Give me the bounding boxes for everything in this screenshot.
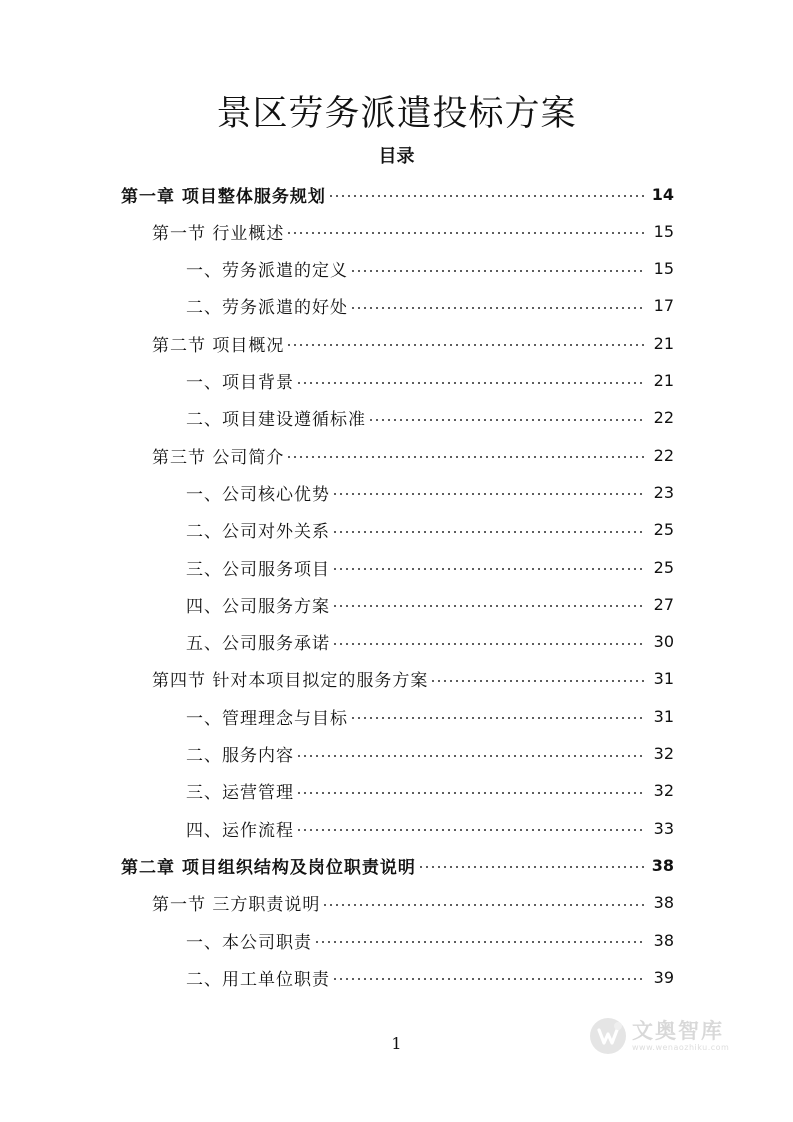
toc-entry-page: 38 [653, 930, 674, 950]
toc-entry-label: 四、公司服务方案 [186, 596, 330, 617]
toc-dot-leader [328, 195, 646, 197]
toc-entry-label: 二、项目建设遵循标准 [186, 410, 366, 431]
toc-entry[interactable] [152, 661, 674, 697]
toc-entry-page: 21 [653, 333, 674, 353]
toc-entry[interactable] [186, 624, 674, 660]
toc-entry-page: 30 [653, 632, 674, 652]
toc-entry-page: 39 [653, 967, 674, 987]
toc-entry-label: 二、劳务派遣的好处 [186, 298, 348, 319]
toc-dot-leader [286, 232, 646, 234]
toc-entry-page: 23 [653, 482, 674, 502]
toc-dot-leader [332, 493, 646, 495]
toc-entry-label: 三、运营管理 [186, 783, 294, 804]
toc-entry-label: 三、公司服务项目 [186, 559, 330, 580]
toc-entry-label: 第四节 针对本项目拟定的服务方案 [152, 671, 429, 692]
toc-dot-leader [296, 755, 646, 757]
toc-entry-page: 21 [653, 371, 674, 390]
toc-entry-label: 二、服务内容 [186, 746, 294, 766]
toc-entry-label: 五、公司服务承诺 [186, 634, 330, 655]
toc-entry-label: 二、用工单位职责 [186, 969, 330, 990]
toc-entry[interactable] [121, 176, 674, 212]
toc-dot-leader [350, 307, 646, 309]
toc-entry-page: 27 [653, 594, 674, 614]
toc-entry-label: 第二节 项目概况 [152, 335, 285, 356]
toc-entry-page: 33 [653, 818, 674, 838]
toc-entry[interactable] [186, 288, 674, 324]
toc-entry[interactable] [186, 736, 674, 772]
toc-entry-page: 15 [653, 259, 674, 279]
toc-entry-label: 第二章 项目组织结构及岗位职责说明 [121, 857, 416, 878]
watermark [588, 1016, 729, 1056]
watermark-url: www.wenaozhiku.com [632, 1043, 730, 1052]
toc-entry[interactable] [152, 325, 674, 361]
toc-entry[interactable] [186, 474, 674, 510]
toc-entry-label: 四、运作流程 [186, 820, 294, 841]
toc-entry-page: 15 [653, 221, 674, 241]
toc-entry-label: 第三节 公司简介 [152, 447, 285, 468]
toc-entry-page: 31 [653, 706, 674, 726]
toc-dot-leader [332, 568, 646, 570]
toc-dot-leader [296, 829, 646, 831]
toc-entry-label: 第一节 三方职责说明 [152, 895, 321, 916]
toc-entry-page: 14 [651, 184, 674, 204]
toc-entry[interactable] [186, 549, 674, 585]
toc-dot-leader [332, 531, 646, 533]
toc-dot-leader [314, 941, 646, 943]
toc-entry[interactable] [186, 400, 674, 436]
toc-entry[interactable] [186, 512, 674, 548]
toc-dot-leader [350, 270, 646, 272]
document-title: 景区劳务派遣投标方案 [216, 94, 577, 134]
toc-entry-page: 32 [653, 744, 674, 763]
toc-entry-page: 38 [651, 855, 674, 875]
toc-entry[interactable] [186, 363, 674, 399]
toc-entry-label: 一、本公司职责 [186, 932, 312, 953]
toc-entry[interactable] [152, 437, 674, 473]
toc-entry-page: 31 [653, 669, 674, 689]
toc-entry-page: 25 [653, 557, 674, 577]
toc-dot-leader [332, 643, 646, 645]
toc-dot-leader [332, 605, 646, 607]
toc-entry-label: 二、公司对外关系 [186, 522, 330, 543]
toc-dot-leader [418, 866, 646, 868]
toc-entry[interactable] [121, 847, 674, 883]
wenao-logo-icon [588, 1016, 628, 1056]
toc-entry-page: 22 [653, 408, 674, 428]
toc-entry-page: 25 [653, 520, 674, 540]
toc-entry[interactable] [152, 213, 674, 249]
toc-dot-leader [350, 717, 646, 719]
toc-entry[interactable] [186, 959, 674, 995]
toc-entry[interactable] [186, 586, 674, 622]
toc-dot-leader [332, 978, 646, 980]
toc-dot-leader [368, 419, 646, 421]
toc-dot-leader [296, 792, 646, 794]
toc-entry[interactable] [186, 810, 674, 846]
toc-entry-label: 一、管理理念与目标 [186, 708, 348, 729]
toc-dot-leader [286, 456, 646, 458]
toc-entry[interactable] [186, 922, 674, 958]
toc-dot-leader [430, 680, 646, 682]
toc-entry[interactable] [186, 251, 674, 287]
toc-entry-page: 32 [653, 781, 674, 801]
toc-dot-leader [286, 344, 646, 346]
toc-dot-leader [322, 904, 646, 906]
watermark-name: 文奥智库 [632, 1019, 724, 1043]
page-number: 1 [391, 1034, 402, 1053]
toc-entry-page: 22 [653, 445, 674, 465]
toc-entry-label: 第一章 项目整体服务规划 [121, 186, 326, 207]
toc-entry-label: 第一节 行业概述 [152, 223, 285, 244]
toc-entry-label: 一、项目背景 [186, 373, 294, 393]
toc-entry-page: 38 [653, 893, 674, 913]
toc-entry-page: 17 [653, 296, 674, 316]
toc-entry[interactable] [186, 698, 674, 734]
toc-entry-label: 一、公司核心优势 [186, 484, 330, 505]
toc-entry[interactable] [152, 885, 674, 921]
toc-entry[interactable] [186, 773, 674, 809]
toc-heading: 目录 [378, 146, 415, 167]
toc-entry-label: 一、劳务派遣的定义 [186, 261, 348, 282]
toc-dot-leader [296, 382, 646, 384]
